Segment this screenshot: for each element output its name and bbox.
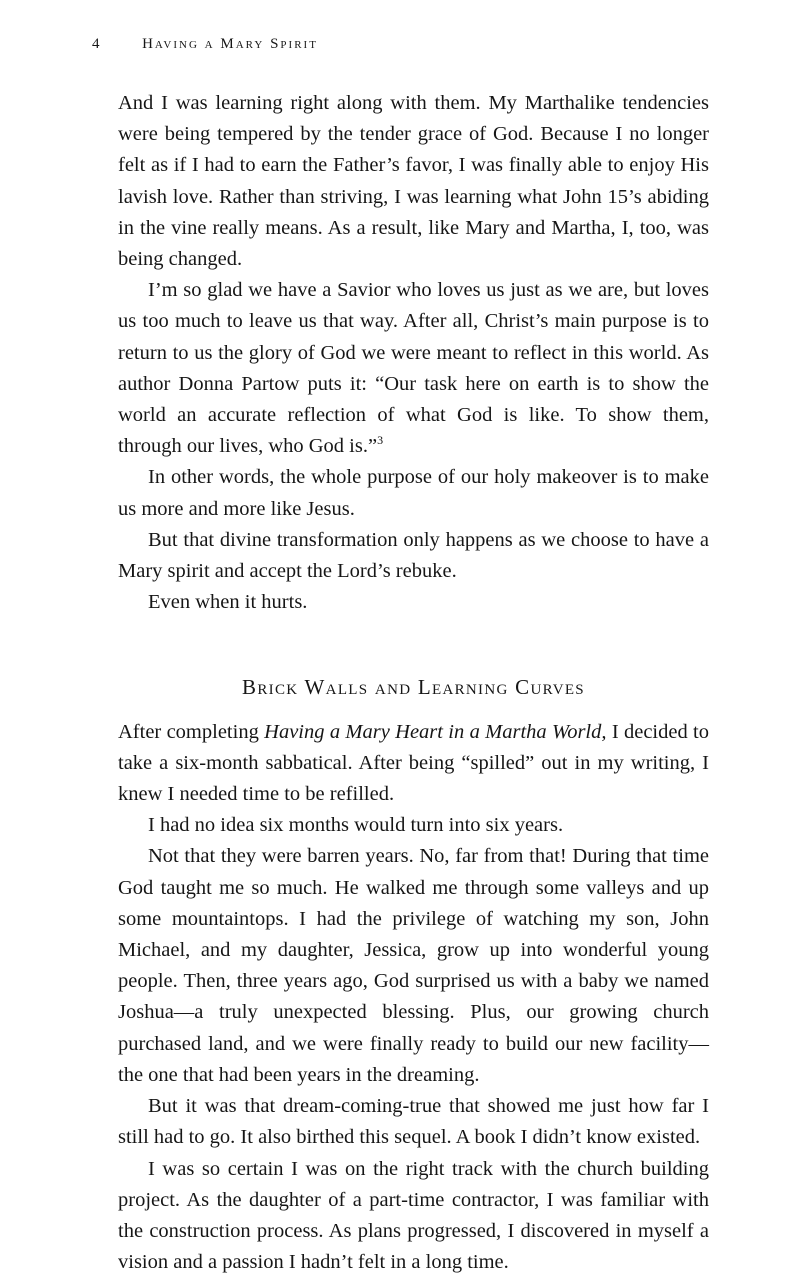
body-text: [118, 88, 709, 1278]
paragraph: But it was that dream-coming-true that showed me just how far I still had to go. It also birthed this sequel. A book I didn’t know existed.: [118, 1091, 709, 1153]
page-number: 4: [92, 36, 101, 52]
paragraph-first-after-heading: [118, 717, 709, 811]
paragraph: And I was learning right along with them. My Marthalike tendencies were being tempered by the tender grace of God. Because I no longer felt as if I had to earn the Father’s favor, I was finally able to enjoy His lavish love. Rather than striving, I was learning what John 15’s abiding in the vine really means. As a result, like Mary and Martha, I, too, was being changed.: [118, 88, 709, 275]
running-head: [92, 36, 318, 53]
section-heading: Brick Walls and Learning Curves: [118, 672, 709, 703]
text-segment: I decided to take a six-month sabbatical. After being “spilled” out in my writing, I knew I needed time to be refilled.: [118, 721, 709, 805]
text-segment: After completing: [118, 721, 264, 743]
paragraph-quote: [118, 275, 709, 462]
paragraph: But that divine transformation only happens as we choose to have a Mary spirit and accept the Lord’s rebuke.: [118, 525, 709, 587]
paragraph: In other words, the whole purpose of our holy makeover is to make us more and more like Jesus.: [118, 462, 709, 524]
footnote-marker: 3: [377, 433, 383, 447]
paragraph: I was so certain I was on the right track with the church building project. As the daughter of a part-time contractor, I was familiar with the construction process. As plans progressed, I discovered in myself a vision and a passion I hadn’t felt in a long time.: [118, 1154, 709, 1278]
book-title: Having a Mary Heart in a Martha World,: [264, 721, 606, 743]
paragraph: Not that they were barren years. No, far from that! During that time God taught me so much. He walked me through some valleys and up some mountaintops. I had the privilege of watching my son, John Michael, and my daughter, Jessica, grow up into wonderful young people. Then, three years ago, God surprised us with a baby we named Joshua—a truly unexpected blessing. Plus, our growing church purchased land, and we were finally ready to build our new facility—the one that had been years in the dreaming.: [118, 841, 709, 1091]
paragraph-quote-text: I’m so glad we have a Savior who loves us just as we are, but loves us too much to leave us that way. After all, Christ’s main purpose is to return to us the glory of God we were meant to reflect in this world. As author Donna Partow puts it: “Our task here on earth is to show the world an accurate reflection of what God is like. To show them, through our lives, who God is.”: [118, 279, 709, 457]
paragraph: I had no idea six months would turn into six years.: [118, 810, 709, 841]
running-title: Having a Mary Spirit: [142, 36, 318, 52]
paragraph: Even when it hurts.: [118, 587, 709, 618]
